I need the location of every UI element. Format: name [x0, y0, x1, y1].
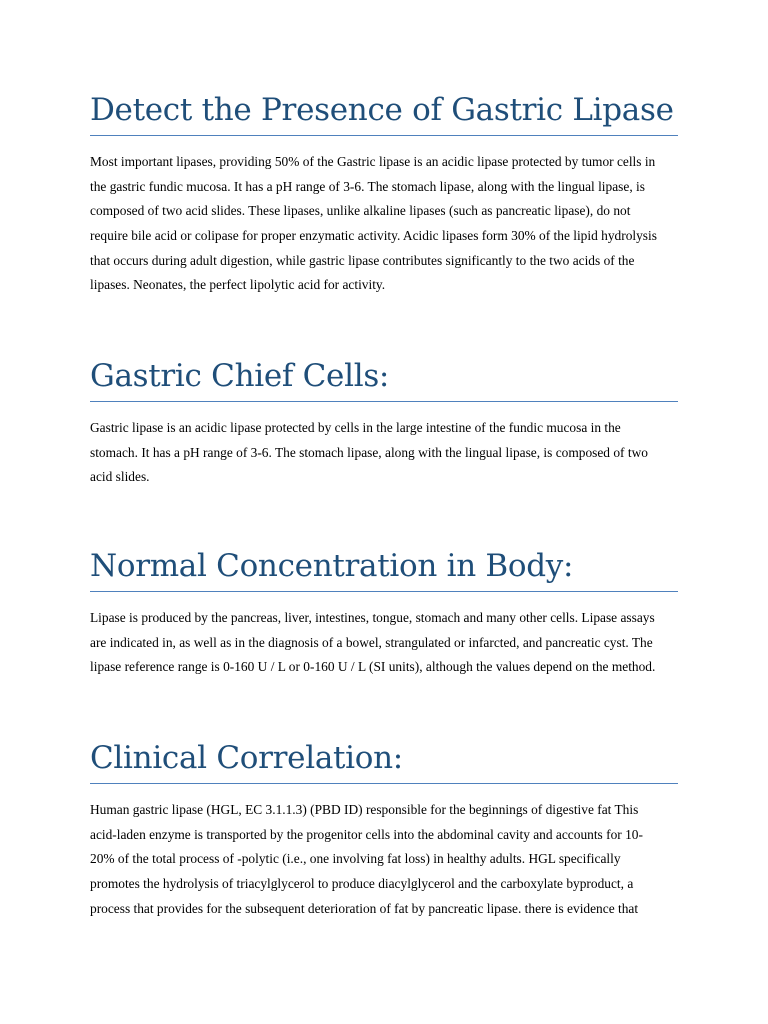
section-heading: Clinical Correlation:: [90, 740, 678, 784]
section-heading: Detect the Presence of Gastric Lipase: [90, 92, 678, 136]
section-paragraph: Most important lipases, providing 50% of the Gastric lipase is an acidic lipase protected by tumor cells in the gastric fundic mucosa. It has a pH range of 3-6. The stomach lipase, along with the lingual lipase, is composed of two acid slides. These lipases, unlike alkaline lipases (such as pancreatic lipase), do not require bile acid or colipase for proper enzymatic activity. Acidic lipases form 30% of the lipid hydrolysis that occurs during adult digestion, while gastric lipase contributes significantly to the two acids of the lipases. Neonates, the perfect lipolytic acid for activity.: [90, 154, 657, 293]
section-paragraph: Lipase is produced by the pancreas, liver, intestines, tongue, stomach and many other cells. Lipase assays are indicated in, as well as in the diagnosis of a bowel, strangulated or infarcted, and pancreatic cyst. The lipase reference range is 0-160 U / L or 0-160 U / L (SI units), although the values depend on the method.: [90, 610, 656, 675]
section-normal-concentration: [90, 548, 678, 680]
section-clinical-correlation: [90, 740, 678, 921]
section-gastric-chief-cells: [90, 358, 678, 490]
section-paragraph: Human gastric lipase (HGL, EC 3.1.1.3) (PBD ID) responsible for the beginnings of digestive fat This acid-laden enzyme is transported by the progenitor cells into the abdominal cavity and accounts for 10- 20% of the total process of -polytic (i.e., one involving fat loss) in healthy adults. HGL specifically promotes the hydrolysis of triacylglycerol to produce diacylglycerol and the carboxylate byproduct, a process that provides for the subsequent deterioration of fat by pancreatic lipase. there is evidence that: [90, 802, 643, 916]
section-heading: Gastric Chief Cells:: [90, 358, 678, 402]
section-gastric-lipase: [90, 92, 678, 298]
section-heading: Normal Concentration in Body:: [90, 548, 678, 592]
section-paragraph: Gastric lipase is an acidic lipase protected by cells in the large intestine of the fundic mucosa in the stomach. It has a pH range of 3-6. The stomach lipase, along with the lingual lipase, is composed of two acid slides.: [90, 420, 648, 485]
